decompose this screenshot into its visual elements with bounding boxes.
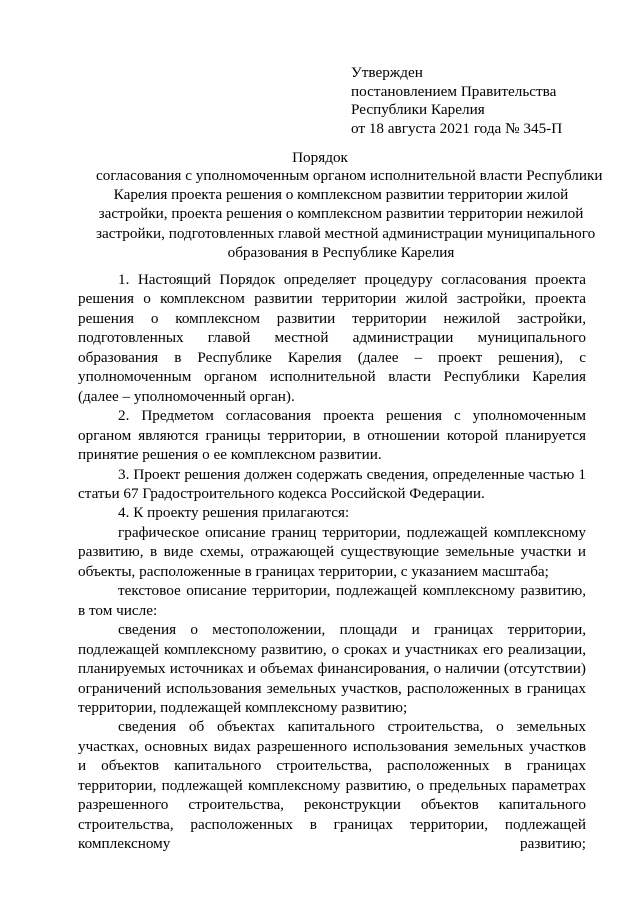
approval-line: постановлением Правительства <box>351 82 557 100</box>
paragraph-2: 2. Предметом согласования проекта решения с уполномоченным органом являются границы территории, в отношении которой планируется принятие решения о ее комплексном развитии. <box>78 407 586 464</box>
paragraph-1: 1. Настоящий Порядок определяет процедуру согласования проекта решения о комплексном развитии территории жилой застройки, проекта решения о комплексном развитии территории нежилой застройки, подготовленных главой местной администрации муниципального образования в Республике Карелия (далее – проект решения), с уполномоченным органом исполнительной власти Республики Карелия (далее – уполномоченный орган). <box>78 271 586 405</box>
document-body <box>78 270 586 854</box>
subtitle-line: согласования с уполномоченным органом исполнительной власти Республики <box>96 167 603 184</box>
paragraph-4: 4. К проекту решения прилагаются: <box>118 504 350 522</box>
subtitle-line: образования в Республике Карелия <box>227 243 455 261</box>
subtitle-line: Карелия проекта решения о комплексном развитии территории жилой <box>113 186 569 204</box>
paragraph-location-info: сведения о местоположении, площади и границах территории, подлежащей комплексному развитию, о сроках и участниках его реализации, планируемых источниках и объемах финансирования, о наличии (отсутствии) ограничений использования земельных участков, расположенных в границах территории, подлежащей комплексному развитию; <box>78 621 586 716</box>
approval-line: Республики Карелия <box>351 101 485 119</box>
document-subtitle <box>96 166 603 262</box>
paragraph-text-description: текстовое описание территории, подлежащей комплексному развитию, в том числе: <box>78 582 586 619</box>
approval-line: Утвержден <box>351 64 423 81</box>
approval-stamp <box>351 64 562 138</box>
document-title: Порядок <box>292 149 348 166</box>
approval-date-line: от 18 августа 2021 года № 345-П <box>351 119 563 137</box>
subtitle-line: застройки, проекта решения о комплексном развитии территории нежилой <box>98 205 584 223</box>
paragraph-graphic-description: графическое описание границ территории, подлежащей комплексному развитию, в виде схемы, отражающей существующие земельные участки и объекты, расположенные в границах территории, с указанием масштаба; <box>78 523 586 580</box>
paragraph-3: 3. Проект решения должен содержать сведения, определенные частью 1 статьи 67 Градостроительного кодекса Российской Федерации. <box>78 465 586 502</box>
paragraph-construction-info: сведения об объектах капитального строительства, о земельных участках, основных видах разрешенного использования земельных участков и объектов капитального строительства, расположенных в границах территории, подлежащей комплексному развитию, о предельных параметрах разрешенного строительства, реконструкции объектов капитального строительства, расположенных в границах территории, подлежащей комплексному развитию; <box>78 718 586 853</box>
subtitle-line: застройки, подготовленных главой местной администрации муниципального <box>96 224 596 242</box>
